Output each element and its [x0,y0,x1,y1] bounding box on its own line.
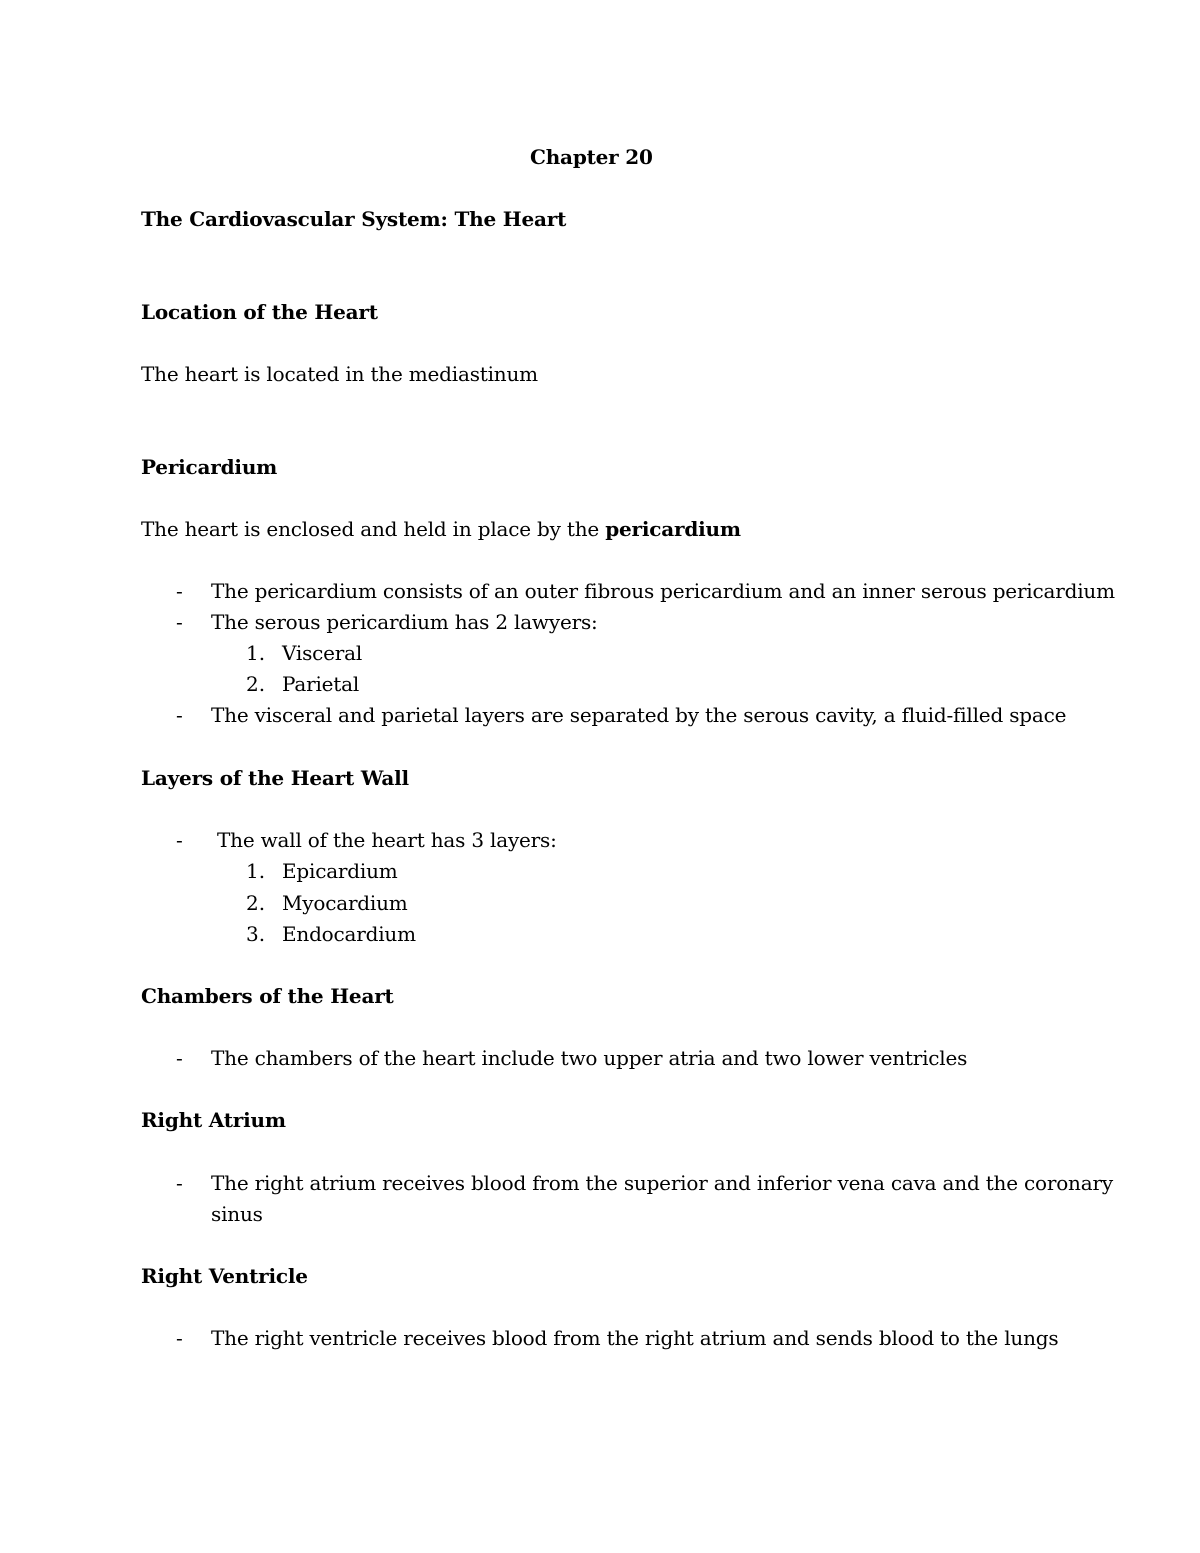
bullet-marker: - [176,610,183,634]
pericardium-heading: Pericardium [141,455,278,479]
sublist-item: Myocardium [282,891,408,915]
layers-bullet: The wall of the heart has 3 layers: [217,828,557,852]
bullet-marker: - [176,1171,183,1195]
sublist-item: Endocardium [282,922,416,946]
bullet-marker: - [176,703,183,727]
sublist-number: 1. [246,859,266,883]
pericardium-intro-text: The heart is enclosed and held in place by the [141,517,606,541]
bullet-marker: - [176,579,183,603]
right-atrium-bullet-line-2: sinus [211,1202,263,1226]
sublist-number: 1. [246,641,266,665]
sublist-number: 2. [246,672,266,696]
sublist-item: Visceral [282,641,363,665]
right-ventricle-bullet: The right ventricle receives blood from the right atrium and sends blood to the lungs [211,1326,1059,1350]
location-text: The heart is located in the mediastinum [141,362,538,386]
right-ventricle-heading: Right Ventricle [141,1264,308,1288]
chapter-title: Chapter 20 [530,145,653,169]
bullet-marker: - [176,1326,183,1350]
sublist-number: 3. [246,922,266,946]
layers-heading: Layers of the Heart Wall [141,766,409,790]
pericardium-bullet-3: The visceral and parietal layers are separated by the serous cavity, a fluid-filled space [211,703,1067,727]
location-heading: Location of the Heart [141,300,378,324]
right-atrium-heading: Right Atrium [141,1108,286,1132]
pericardium-intro [141,517,741,541]
bullet-marker: - [176,1046,183,1070]
pericardium-bullet-2: The serous pericardium has 2 lawyers: [211,610,598,634]
chambers-heading: Chambers of the Heart [141,984,394,1008]
bullet-marker: - [176,828,183,852]
chambers-bullet: The chambers of the heart include two upper atria and two lower ventricles [211,1046,968,1070]
pericardium-intro-term: pericardium [605,517,741,541]
sublist-item: Parietal [282,672,360,696]
document-title: The Cardiovascular System: The Heart [141,207,567,231]
sublist-item: Epicardium [282,859,398,883]
pericardium-bullet-1: The pericardium consists of an outer fibrous pericardium and an inner serous pericardium [211,579,1115,603]
sublist-number: 2. [246,891,266,915]
right-atrium-bullet-line-1: The right atrium receives blood from the superior and inferior vena cava and the coronary [211,1171,1113,1195]
